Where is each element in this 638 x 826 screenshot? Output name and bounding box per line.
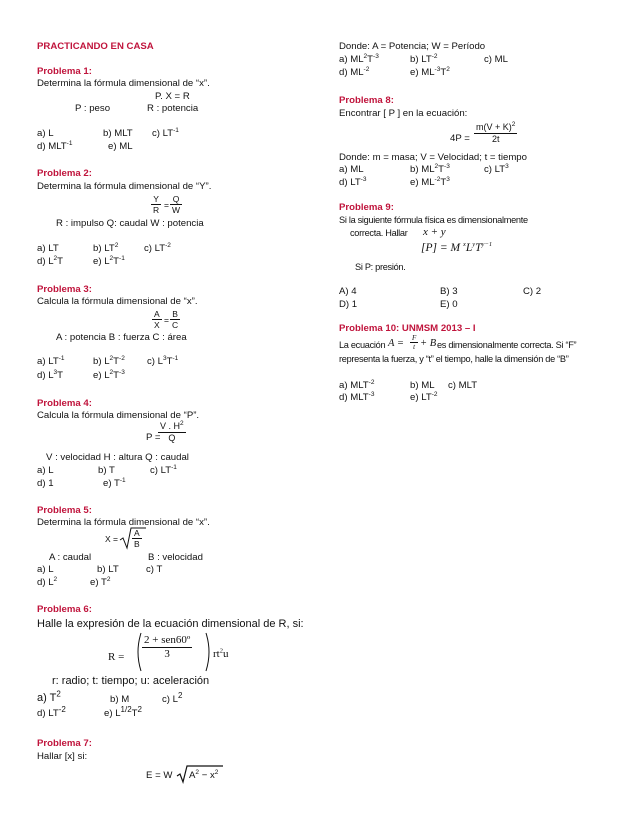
problem-1-option-e: e) ML [108,141,133,152]
problem-2-equals: = [164,200,169,210]
problem-10-line2: representa la fuerza, y “t” el tiempo, halle la dimensión de “B” [339,354,569,364]
problem-9-statement-expression: x + y [423,226,446,238]
problem-6-statement: Halle la expresión de la ecuación dimensional de R, si: [37,618,304,630]
problem-7-radicand: $A^2 - x^2$ [189,768,219,781]
problem-4-fraction: $\frac{V . H^2}{Q}$ [160,420,184,443]
problem-3-fraction-left: $\frac{A}{X}$ [154,309,160,331]
problem-5-heading: Problema 5: [37,505,92,516]
problem-6-tail: $rt^2u$ [213,647,229,660]
problem-2-statement: Determina la fórmula dimensional de “Y”. [37,181,212,192]
problem-7-lhs: E = W [146,770,173,781]
problem-3-equals: = [164,315,169,325]
problem-7-option-c: c) ML [484,54,508,65]
problem-6-left-paren-icon [134,632,142,672]
problem-10-line1-start: La ecuación [339,340,386,350]
problem-1-heading: Problema 1: [37,66,92,77]
problem-7-option-e: e) $ML^{-3}T^2$ [410,65,450,78]
problem-5-option-b: b) LT [97,564,119,575]
problem-9-legend: Si P: presión. [355,262,406,272]
problem-1-formula: P. X = R [155,91,190,102]
problem-4-lhs: P = [146,432,161,443]
problem-3-fraction-right: $\frac{B}{C}$ [172,309,179,331]
problem-9-option-d: D) 1 [339,299,358,310]
problem-2-option-a: a) LT [37,243,59,254]
problem-4-heading: Problema 4: [37,398,92,409]
problem-2-fraction-left: $\frac{Y}{R}$ [153,194,160,216]
problem-9-statement-line2: correcta. Hallar [350,228,408,238]
problem-4-statement: Calcula la fórmula dimensional de “P”. [37,410,200,421]
problem-8-option-c: c) $LT^3$ [484,162,509,175]
problem-9-option-e: E) 0 [440,299,458,310]
problem-2-option-e: e) $L^2T^{-1}$ [93,254,125,267]
problem-5-statement: Determina la fórmula dimensional de “x”. [37,517,210,528]
problem-5-legend-a: A : caudal [49,552,92,563]
problem-8-lhs: 4P = [450,133,470,144]
problem-7-heading: Problema 7: [37,738,92,749]
problem-2-option-d: d) $L^2T$ [37,254,64,267]
problem-1-legend-weight: P : peso [75,103,111,114]
problem-4-option-e: e) $T^{-1}$ [103,476,126,489]
problem-5-legend-b: B : velocidad [148,552,203,563]
problem-9-formula: [P] = M $^xL^yT^{y-1}$ [421,241,493,254]
problem-6-option-c: c) $L^2$ [162,690,183,705]
problem-8-option-a: a) ML [339,164,364,175]
problem-2-heading: Problema 2: [37,168,92,179]
problem-10-option-b: b) ML [410,380,435,391]
problem-6-legend: r: radio; t: tiempo; u: aceleración [52,675,210,687]
problem-4-legend: V : velocidad H : altura Q : caudal [46,452,189,463]
problem-2-legend: R : impulso Q: caudal W : potencia [56,218,204,229]
problem-2-option-b: b) $LT^2$ [93,241,119,254]
problem-5-option-e: e) $T^2$ [90,575,111,588]
problem-7-where-line: Donde: A = Potencia; W = Período [339,41,486,52]
problem-9-option-c: C) 2 [523,286,542,297]
problem-10-option-a: a) $MLT^{-2}$ [339,378,375,391]
problem-2-option-c: c) $LT^{-2}$ [144,241,171,254]
problem-8-heading: Problema 8: [339,95,394,106]
problem-3-option-b: b) $L^2T^{-2}$ [93,354,125,367]
problem-6-option-d: d) $LT^{-2}$ [37,704,66,719]
problem-4-option-d: d) 1 [37,478,54,489]
problem-1-legend-power: R : potencia [147,103,199,114]
problem-10-heading: Problema 10: UNMSM 2013 – I [339,323,476,334]
problem-5-option-c: c) T [146,564,163,575]
problem-9-option-a: A) 4 [339,286,357,297]
problem-10-equation-rhs: + B [420,338,437,349]
problem-7-option-b: b) $LT^{-2}$ [410,52,438,65]
problem-8-option-b: b) $ML^2T^{-3}$ [410,162,450,175]
problem-10-option-e: e) $LT^{-2}$ [410,390,438,403]
problem-9-heading: Problema 9: [339,202,394,213]
problem-1-option-a: a) L [37,128,54,139]
problem-3-heading: Problema 3: [37,284,92,295]
problem-7-option-a: a) $ML^2T^{-3}$ [339,52,379,65]
problem-10-line1-end: es dimensionalmente correcta. Si “F” [437,340,577,350]
problem-6-lhs: R = [108,651,125,663]
problem-6-option-b: b) M [110,694,130,705]
problem-3-option-c: c) $L^3T^{-1}$ [147,354,179,367]
problem-5-fraction: $\frac{A}{B}$ [134,528,140,550]
problem-10-option-c: c) MLT [448,380,478,391]
problem-8-option-e: e) $ML^{-2}T^3$ [410,175,450,188]
problem-4-option-c: c) $LT^{-1}$ [150,463,177,476]
problem-7-statement: Hallar [x] si: [37,751,88,762]
problem-3-option-a: a) $LT^{-1}$ [37,354,65,367]
problem-9-option-b: B) 3 [440,286,458,297]
problem-3-option-e: e) $L^2T^{-3}$ [93,368,125,381]
problem-1-option-c: c) $LT^{-1}$ [152,126,179,139]
problem-4-option-b: b) T [98,465,115,476]
problem-5-option-a: a) L [37,564,54,575]
problem-10-equation-fraction: $\frac{F}{t}$ [412,334,417,352]
page-title: PRACTICANDO EN CASA [37,41,154,52]
problem-1-statement: Determina la fórmula dimensional de “x”. [37,78,210,89]
problem-10-option-d: d) $MLT^{-3}$ [339,390,375,403]
problem-2-fraction-right: $\frac{Q}{W}$ [172,194,181,216]
problem-8-fraction: $\frac{m(V + K)^2}{2t}$ [476,121,516,144]
problem-3-statement: Calcula la fórmula dimensional de “x”. [37,296,198,307]
problem-6-option-e: e) $L^{1/2}T^2$ [104,704,142,719]
problem-4-option-a: a) L [37,465,54,476]
problem-1-option-d: d) $MLT^{-1}$ [37,139,73,152]
problem-8-statement: Encontrar [ P ] en la ecuación: [339,108,468,119]
problem-5-lhs: X = [105,534,118,544]
problem-6-right-paren-icon [205,632,213,672]
problem-9-statement-line1: Si la siguiente fórmula física es dimensionalmente [339,215,528,225]
problem-6-fraction: 2 + sen60º 3 [144,634,191,661]
problem-1-option-b: b) MLT [103,128,133,139]
problem-8-legend: Donde: m = masa; V = Velocidad; t = tiempo [339,152,527,163]
problem-7-option-d: d) $ML^{-2}$ [339,65,370,78]
problem-6-option-a: a) $T^2$ [37,689,61,704]
problem-3-legend: A : potencia B : fuerza C : área [56,332,187,343]
problem-5-option-d: d) $L^2$ [37,575,58,588]
problem-6-heading: Problema 6: [37,604,92,615]
problem-8-option-d: d) $LT^{-3}$ [339,175,367,188]
problem-3-option-d: d) $L^3T$ [37,368,64,381]
problem-10-equation-lhs: A = [388,338,404,349]
